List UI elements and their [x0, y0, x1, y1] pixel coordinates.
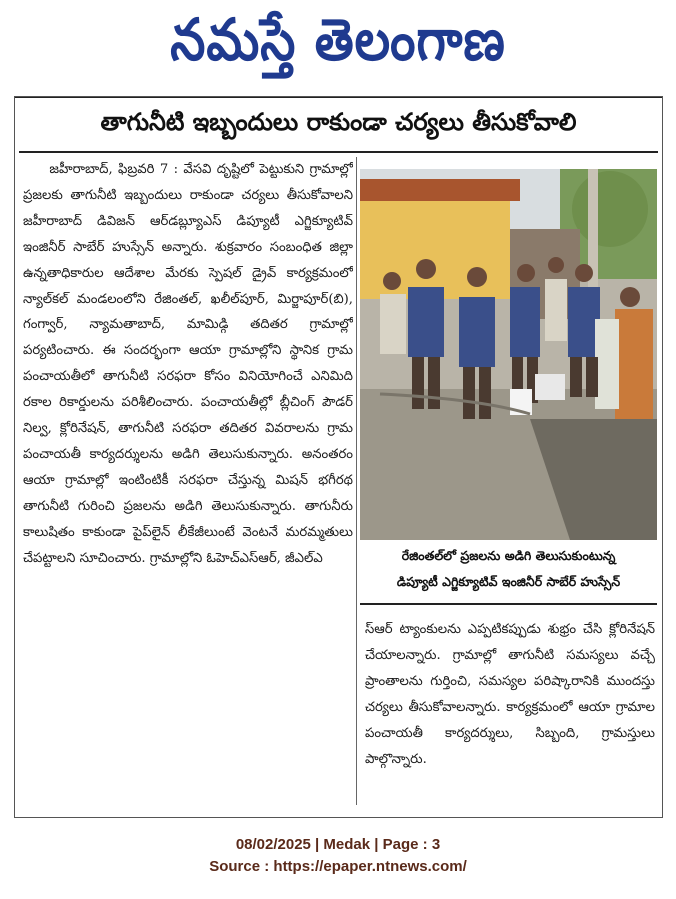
caption-bottom-rule [360, 603, 657, 605]
page-footer [0, 834, 676, 878]
headline-top-rule [15, 97, 662, 98]
footer-source: Source : https://epaper.ntnews.com/ [209, 858, 467, 875]
masthead-title: నమస్తే తెలంగాణ [170, 6, 506, 74]
photo-caption [360, 543, 657, 599]
masthead [0, 0, 676, 95]
headline-band [15, 103, 662, 147]
article-body-right: స్ఆర్ ట్యాంకులను ఎప్పటికప్పుడు శుభ్రం చేసి క్లోరినేషన్ చేయాలన్నారు. గ్రామాల్లో తాగునీటి సమస్యలు వచ్చే ప్రాంతాలను గుర్తించి, సమస్యల పరిష్కారానికి ముందస్తు చర్యలు తీసుకోవాలన్నారు. కార్యక్రమంలో ఆయా గ్రామాల పంచాయతీ కార్యదర్శులు, సిబ్బంది, గ్రామస్తులు పాల్గొన్నారు. [365, 622, 655, 767]
caption-line-2: డిప్యూటీ ఎగ్జిక్యూటివ్ ఇంజినీర్ సాబేర్ హుస్సేన్ [396, 574, 621, 589]
headline-bottom-rule [19, 151, 658, 153]
footer-date-edition-page: 08/02/2025 | Medak | Page : 3 [235, 836, 441, 853]
article-clipping [14, 96, 663, 818]
caption-line-1: రేజింతల్‌లో ప్రజలను అడిగి తెలుసుకుంటున్న [401, 548, 616, 563]
column-divider [356, 157, 357, 805]
article-photo [360, 169, 657, 540]
article-body-left-column [23, 157, 353, 807]
article-headline: తాగునీటి ఇబ్బందులు రాకుండా చర్యలు తీసుకోవాలి [100, 108, 577, 136]
article-body-left: జహీరాబాద్, ఫిబ్రవరి 7 : వేసవి దృష్టిలో పెట్టుకుని గ్రామాల్లో ప్రజలకు తాగునీటి ఇబ్బందులు రాకుండా చర్యలు తీసుకోవాలని జహీరాబాద్ డివిజన్ ఆర్‌డబ్ల్యూఎస్ డిప్యూటీ ఎగ్జిక్యూటివ్ ఇంజినీర్ సాబేర్ హుస్సేన్ అన్నారు. శుక్రవారం సంబంధిత జిల్లా ఉన్నతాధికారుల ఆదేశాల మేరకు స్పెషల్ డ్రైవ్ కార్యక్రమంలో న్యాల్‌కల్ మండలంలోని రేజింతల్, ఖలీల్‌పూర్, మిర్జాపూర్(బి), గంగ్వార్, న్యామతాబాద్, మామిడ్గి తదితర గ్రామాల్లో పర్యటించారు. ఈ సందర్భంగా ఆయా గ్రామాల్లోని స్థానిక గ్రామ పంచాయతీలో తాగునీటి సరఫరా కోసం వినియోగించే ఎనిమిది రకాల రికార్డులను పరిశీలించారు. పంచాయతీల్లో బ్లీచింగ్ పౌడర్ నిల్వ, క్లోరినేషన్, తాగునీటి సరఫరా తదితర వివరాలను గ్రామ పంచాయతీ కార్యదర్శులను అడిగి తెలుసుకున్నారు. అనంతరం ఆయా గ్రామాల్లో ఇంటింటికీ సరఫరా చేస్తున్న మిషన్ భగీరథ తాగునీటి గురించి ప్రజలను అడిగి తెలుసుకున్నారు. తాగునీరు కాలుషితం కాకుండా పైప్‌లైన్ లీకేజీలుంటే వెంటనే మరమ్మతులు చేపట్టాలని సూచించారు. గ్రామాల్లోని ఓహెచ్ఎస్ఆర్, జీఎల్ఎ [23, 162, 353, 566]
article-body-right-column [365, 617, 655, 807]
